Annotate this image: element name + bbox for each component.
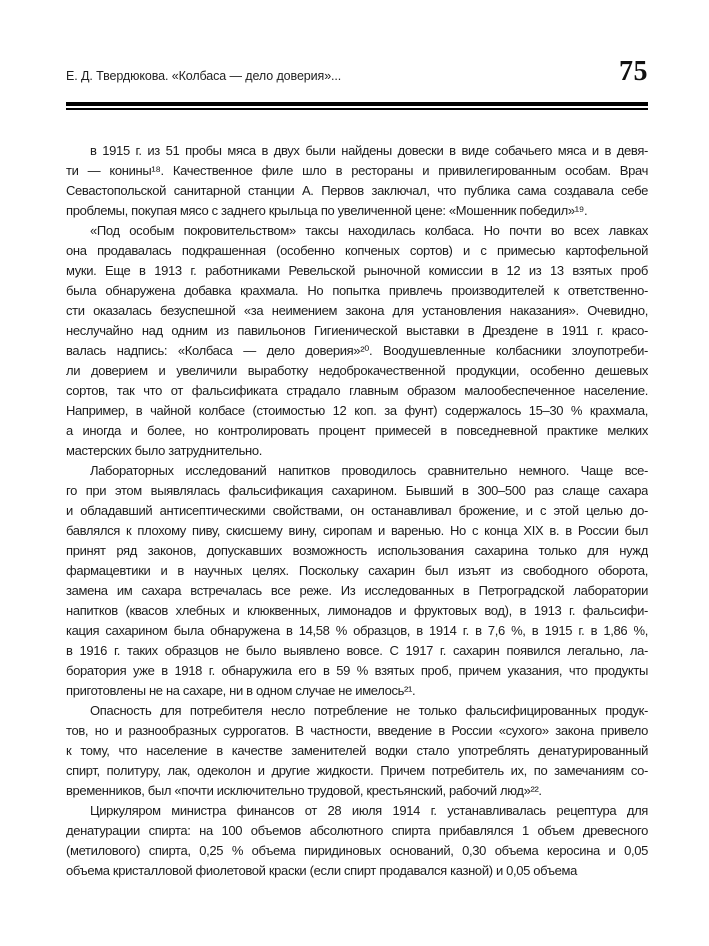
text-line: а иногда и более, но контролировать процент примесей в повседневной практике мелких xyxy=(66,423,648,438)
header-rule-thin xyxy=(66,108,648,110)
page-header xyxy=(66,58,648,94)
text-line: проблемы, покупая мясо с заднего крыльца по увеличенной цене: «Мошенник победил»¹⁹. xyxy=(66,203,588,218)
text-line: в 1915 г. из 51 пробы мяса в двух были найдены довески в виде собачьего мяса и в девя- xyxy=(90,143,648,158)
header-rule xyxy=(66,102,648,110)
text-line: тов, но и разнообразных суррогатов. В частности, введение в России «сухого» закона привело xyxy=(66,723,648,738)
text-line: в 1916 г. таких образцов не было выявлено вовсе. С 1917 г. сахарин появился легально, ла- xyxy=(66,643,648,658)
text-line: денатурации спирта: на 100 объемов абсолютного спирта прибавлялся 1 объем древесного xyxy=(66,823,648,838)
text-line: сортов, так что от фальсификата страдало главным образом малообеспеченное население. xyxy=(66,383,648,398)
page-number: 75 xyxy=(619,56,648,87)
text-line: Например, в чайной колбасе (стоимостью 12 коп. за фунт) содержалось 15–30 % крахмала, xyxy=(66,403,648,418)
text-line: она продавалась подкрашенная (особенно копченых сортов) и с примесью картофельной xyxy=(66,243,648,258)
text-line: (метилового) спирта, 0,25 % объема пиридиновых оснований, 0,30 объема керосина и 0,05 xyxy=(66,843,648,858)
text-line: Опасность для потребителя несло потребление не только фальсифицированных продук- xyxy=(90,703,648,718)
text-line: мастерских было затруднительно. xyxy=(66,443,263,458)
text-line: фармацевтики и в научных целях. Поскольку сахарин был изъят из свободного оборота, xyxy=(66,563,648,578)
text-line: была обнаружена добавка крахмала. Но попытка привлечь производителей к ответственно- xyxy=(66,283,648,298)
running-title: Е. Д. Твердюкова. «Колбаса — дело доверия»... xyxy=(66,69,342,83)
text-line: замена им сахара встречалась все реже. Из исследованных в Петроградской лаборатории xyxy=(66,583,648,598)
text-line: валась надпись: «Колбаса — дело доверия»²⁰. Воодушевленные колбасники злоупотреби- xyxy=(66,343,648,358)
text-line: кация сахарином была обнаружена в 14,58 % образцов, в 1914 г. в 7,6 %, в 1915 г. в 1,86 %, xyxy=(66,623,648,638)
text-line: временников, был «почти исключительно трудовой, крестьянский, рабочий люд»²². xyxy=(66,783,542,798)
article-body xyxy=(66,141,648,881)
text-line: приготовлены не на сахаре, ни в одном случае не имелось²¹. xyxy=(66,683,416,698)
text-line: Лабораторных исследований напитков проводилось сравнительно немного. Чаще все- xyxy=(90,463,648,478)
text-line: боратория уже в 1918 г. обнаружила его в 59 % взятых проб, причем указания, что продукты xyxy=(66,663,648,678)
text-line: неслучайно над одним из павильонов Гигиенической выставки в Дрездене в 1911 г. красо- xyxy=(66,323,648,338)
text-line: сти оказалась безуспешной «за неимением закона для установления наказания». Очевидно, xyxy=(66,303,648,318)
text-line: объема кристалловой фиолетовой краски (если спирт продавался казной) и 0,05 объема xyxy=(66,863,577,878)
text-line: муки. Еще в 1913 г. работниками Ревельской рыночной комиссии в 12 из 13 взятых проб xyxy=(66,263,648,278)
text-line: ли доверием и увеличили выработку недоброкачественной продукции, особенно дешевых xyxy=(66,363,648,378)
text-line: Севастопольской санитарной станции А. Первов заключал, что публика сама создавала себе xyxy=(66,183,648,198)
text-line: бавлялся к плохому пиву, скисшему вину, сиропам и варенью. Но с конца XIX в. в России был xyxy=(66,523,648,538)
text-line: к тому, что население в качестве заменителей водки стало употреблять денатурированный xyxy=(66,743,648,758)
text-line: ти — конины¹⁸. Качественное филе шло в рестораны и привилегированным особам. Врач xyxy=(66,163,648,178)
text-line: и обладавший антисептическими свойствами, он останавливал брожение, и с этой целью до- xyxy=(66,503,648,518)
text-line: напитков (квасов хлебных и клюквенных, лимонадов и фруктовых вод), в 1913 г. фальсифи- xyxy=(66,603,648,618)
text-line: Циркуляром министра финансов от 28 июля 1914 г. устанавливалась рецептура для xyxy=(90,803,648,818)
header-rule-thick xyxy=(66,102,648,106)
text-line: спирт, политуру, лак, одеколон и другие жидкости. Причем потребитель их, по замечаниям со- xyxy=(66,763,648,778)
text-line: го при этом выявлялась фальсификация сахарином. Бывший в 300–500 раз слаще сахара xyxy=(66,483,648,498)
text-line: «Под особым покровительством» таксы находилась колбаса. Но почти во всех лавках xyxy=(90,223,648,238)
text-line: принят ряд законов, допускавших возможность использования сахарина только для нужд xyxy=(66,543,648,558)
